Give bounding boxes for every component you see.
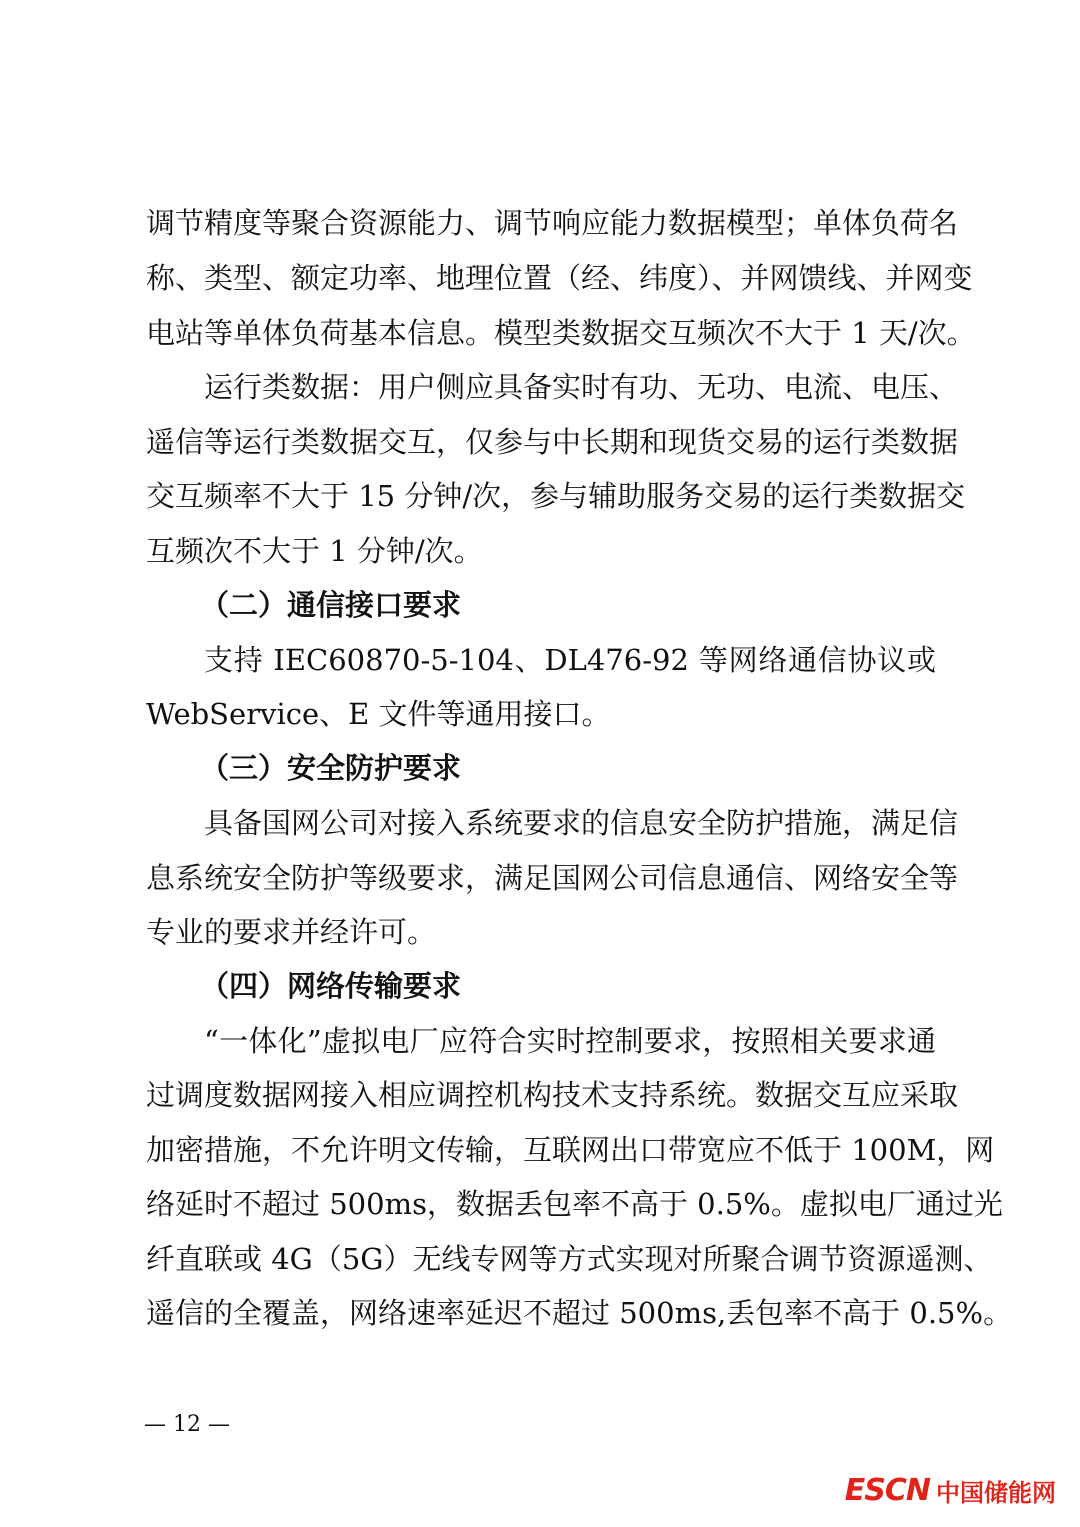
body-line: 互频次不大于 1 分钟/次。 bbox=[146, 534, 483, 568]
body-line: WebService、E 文件等通用接口。 bbox=[146, 697, 611, 731]
body-line: 过调度数据网接入相应调控机构技术支持系统。数据交互应采取 bbox=[146, 1078, 959, 1112]
body-line: 专业的要求并经许可。 bbox=[146, 915, 437, 949]
body-line: 调节精度等聚合资源能力、调节响应能力数据模型；单体负荷名 bbox=[146, 206, 959, 240]
escn-logo bbox=[845, 1470, 1056, 1510]
body-line: 息系统安全防护等级要求，满足国网公司信息通信、网络安全等 bbox=[146, 861, 959, 895]
body-line: 电站等单体负荷基本信息。模型类数据交互频次不大于 1 天/次。 bbox=[146, 316, 976, 350]
body-line: 纤直联或 4G（5G）无线专网等方式实现对所聚合调节资源遥测、 bbox=[146, 1242, 993, 1276]
body-line: 支持 IEC60870-5-104、DL476-92 等网络通信协议或 bbox=[204, 643, 936, 677]
body-line: 加密措施，不允许明文传输，互联网出口带宽应不低于 100M，网 bbox=[146, 1133, 995, 1167]
logo-text-latin: ESCN bbox=[844, 1472, 930, 1508]
body-line: 络延时不超过 500ms，数据丢包率不高于 0.5%。虚拟电厂通过光 bbox=[146, 1187, 1003, 1221]
section-heading: （二）通信接口要求 bbox=[200, 588, 462, 622]
body-line: 遥信的全覆盖，网络速率延迟不超过 500ms,丢包率不高于 0.5%。 bbox=[146, 1296, 1013, 1330]
page-number: — 12 — bbox=[144, 1412, 230, 1437]
body-line: 遥信等运行类数据交互，仅参与中长期和现货交易的运行类数据 bbox=[146, 425, 959, 459]
body-line: “一体化”虚拟电厂应符合实时控制要求，按照相关要求通 bbox=[204, 1024, 936, 1058]
body-line: 称、类型、额定功率、地理位置（经、纬度）、并网馈线、并网变 bbox=[146, 261, 973, 295]
body-line: 运行类数据：用户侧应具备实时有功、无功、电流、电压、 bbox=[204, 370, 959, 404]
logo-text-cjk: 中国储能网 bbox=[936, 1478, 1056, 1507]
section-heading: （三）安全防护要求 bbox=[200, 751, 462, 785]
body-line: 具备国网公司对接入系统要求的信息安全防护措施，满足信 bbox=[204, 806, 959, 840]
section-heading: （四）网络传输要求 bbox=[200, 969, 462, 1003]
body-line: 交互频率不大于 15 分钟/次，参与辅助服务交易的运行类数据交 bbox=[146, 479, 966, 513]
